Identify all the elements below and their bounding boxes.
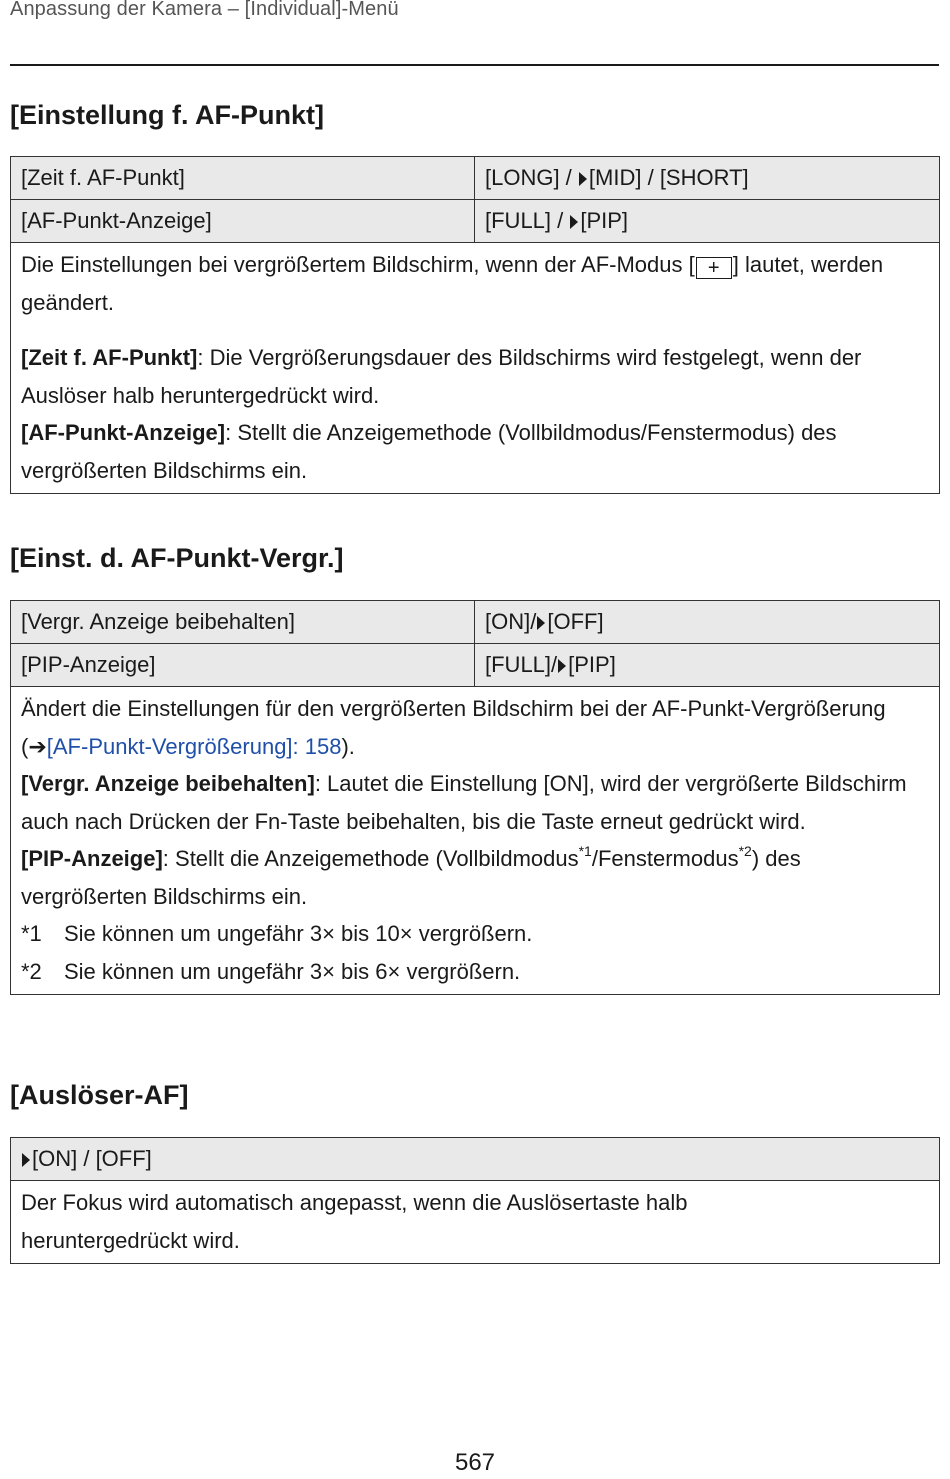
running-header: Anpassung der Kamera – [Individual]-Menü [10,0,399,20]
setting-name: [Vergr. Anzeige beibehalten] [11,601,475,644]
settings-table-af-punkt [10,156,940,494]
description-intro: Die Einstellungen bei vergrößertem Bildschirm, wenn der AF-Modus [ + ] lautet, werden geändert. [21,252,884,315]
description-intro: Ändert die Einstellungen für den vergrößerten Bildschirm bei der AF-Punkt-Vergrößerung (➔[AF-Punkt-Vergrößerung]: 158). [21,696,886,759]
cross-reference-link[interactable]: [AF-Punkt-Vergrößerung]: 158 [46,733,342,759]
default-marker-icon [558,659,566,673]
section-title-af-punkt-vergr: [Einst. d. AF-Punkt-Vergr.] [10,543,344,573]
table-row [11,601,940,644]
description-item: [PIP-Anzeige]: Stellt die Anzeigemethode (Vollbildmodus$^{*1}$/Fenstermodus$^{*2}$) des vergrößerten Bildschirms ein. [21,843,801,909]
table-row [11,1138,940,1181]
setting-description [11,687,940,995]
settings-table-af-punkt-vergr [10,600,940,995]
description-item: [Zeit f. AF-Punkt]: Die Vergrößerungsdauer des Bildschirms wird festgelegt, wenn der Auslöser halb heruntergedrückt wird. [21,345,862,408]
setting-name: [PIP-Anzeige] [11,644,475,687]
default-marker-icon [579,172,587,186]
setting-options: [LONG] / [MID] / [SHORT] [475,157,940,200]
setting-options: [FULL] / [PIP] [475,200,940,243]
setting-description [11,1181,940,1264]
page-number: 567 [454,1449,496,1476]
setting-options: [ON] / [OFF] [11,1138,940,1181]
footnote: *2 Sie können um ungefähr 3× bis 6× vergrößern. [21,958,521,984]
description-item: [Vergr. Anzeige beibehalten]: Lautet die Einstellung [ON], wird der vergrößerte Bildschirm auch nach Drücken der Fn-Taste beibehalten, bis die Taste erneut gedrückt wird. [21,771,907,834]
default-marker-icon [537,616,545,630]
setting-name: [Zeit f. AF-Punkt] [11,157,475,200]
af-mode-pinpoint-icon: + [696,257,732,279]
default-marker-icon [22,1153,30,1167]
cross-reference-arrow-icon: ➔ [28,733,47,759]
description-text: Der Fokus wird automatisch angepasst, wenn die Auslösertaste halb heruntergedrückt wird. [21,1190,688,1253]
table-row [11,644,940,687]
header-divider [10,64,939,66]
section-title-af-punkt-einstellung: [Einstellung f. AF-Punkt] [10,100,324,130]
table-row [11,200,940,243]
setting-description [11,243,940,494]
default-marker-icon [570,215,578,229]
setting-name: [AF-Punkt-Anzeige] [11,200,475,243]
setting-options: [ON]/ [OFF] [475,601,940,644]
description-item: [AF-Punkt-Anzeige]: Stellt die Anzeigemethode (Vollbildmodus/Fenstermodus) des vergrößerten Bildschirms ein. [21,420,837,483]
setting-options: [FULL]/ [PIP] [475,644,940,687]
section-title-ausloeser-af: [Auslöser-AF] [10,1080,189,1110]
footnote: *1 Sie können um ungefähr 3× bis 10× vergrößern. [21,921,533,946]
table-row [11,157,940,200]
settings-table-ausloeser-af [10,1137,940,1264]
